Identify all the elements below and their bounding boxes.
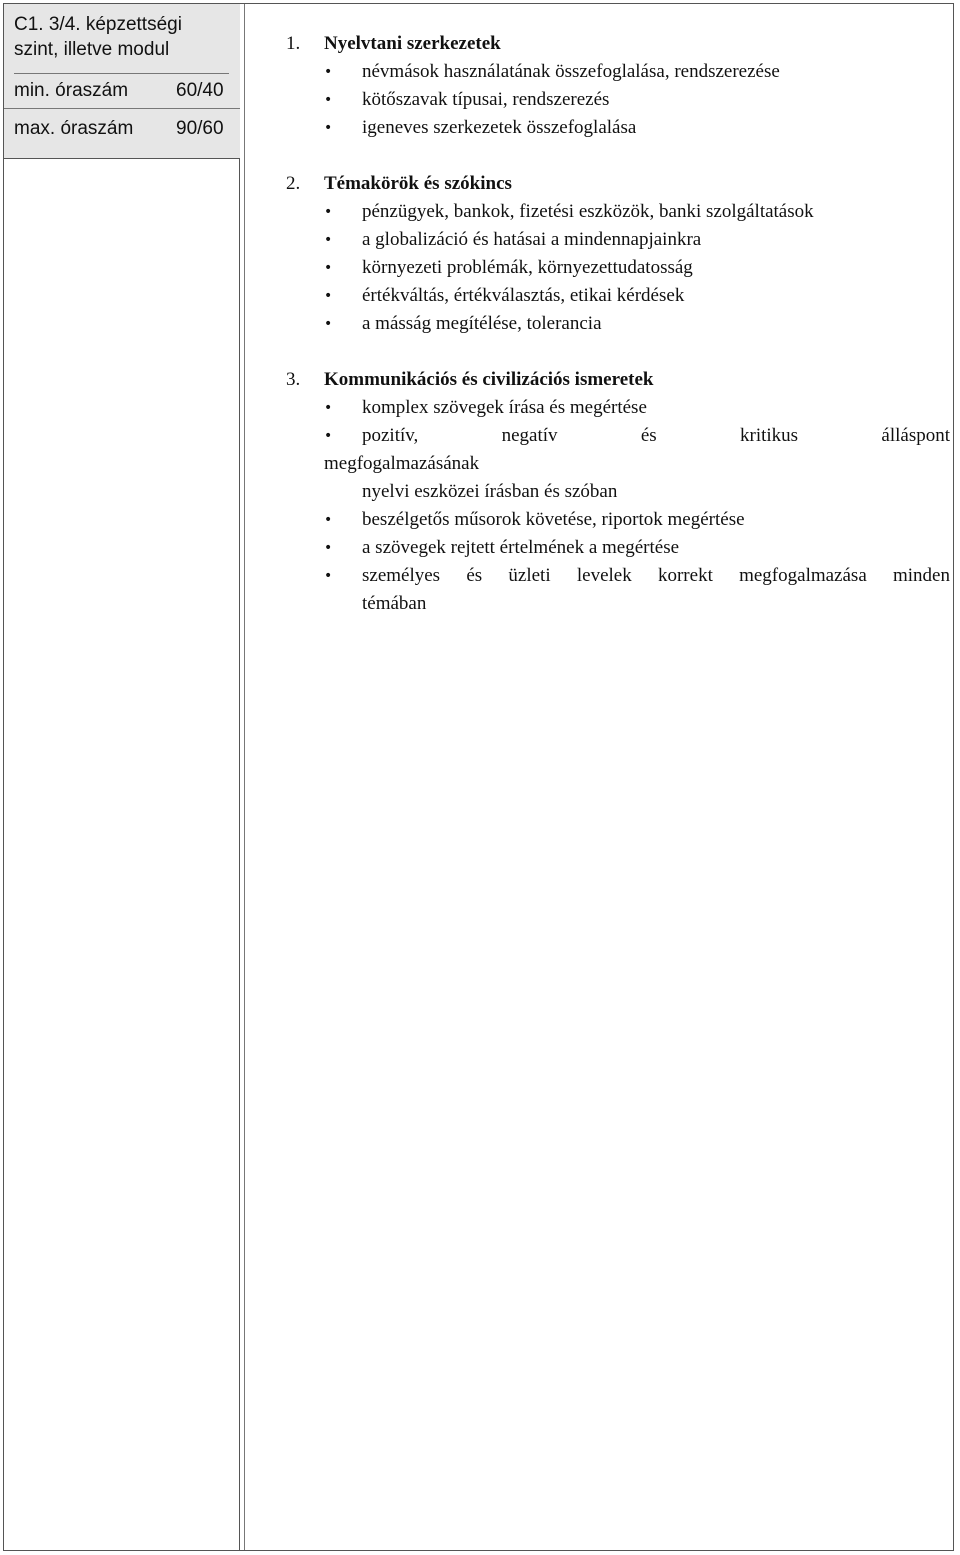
list-item-continuation: témában <box>362 593 427 614</box>
min-hours-value: 60/40 <box>176 80 224 101</box>
list-item: • a globalizáció és hatásai a mindennapjainkra <box>286 226 950 254</box>
list-item: • pénzügyek, bankok, fizetési eszközök, banki szolgáltatások <box>286 198 950 226</box>
list-item: • értékváltás, értékválasztás, etikai kérdések <box>286 282 950 310</box>
list-item: • pozitív, negatív és kritikus álláspont <box>286 422 950 450</box>
list-item: • beszélgetős műsorok követése, riportok megértése <box>286 506 950 534</box>
item-list <box>286 198 950 338</box>
module-title: C1. 3/4. képzettségi szint, illetve modul <box>14 12 229 74</box>
list-item: • igeneves szerkezetek összefoglalása <box>286 114 950 142</box>
section-number: 1. <box>286 33 301 54</box>
list-item-continuation: nyelvi eszközei írásban és szóban <box>362 481 618 502</box>
list-item: • névmások használatának összefoglalása, rendszerezése <box>286 58 950 86</box>
section-topics <box>286 170 950 338</box>
left-column <box>4 4 240 1550</box>
section-title: Kommunikációs és civilizációs ismeretek <box>324 369 654 390</box>
item-list <box>286 58 950 142</box>
column-divider <box>244 4 245 1550</box>
max-hours-row <box>4 108 240 146</box>
section-grammar <box>286 30 950 142</box>
list-item: • személyes és üzleti levelek korrekt megfogalmazása minden <box>286 562 950 590</box>
section-heading <box>286 366 950 394</box>
section-number: 3. <box>286 369 301 390</box>
section-number: 2. <box>286 173 301 194</box>
list-item: • környezeti problémák, környezettudatosság <box>286 254 950 282</box>
content-column <box>286 30 950 646</box>
list-item-continuation: megfogalmazásának <box>324 453 480 474</box>
min-hours-row <box>4 70 240 109</box>
list-item: • a szövegek rejtett értelmének a megértése <box>286 534 950 562</box>
max-hours-label: max. óraszám <box>14 118 134 139</box>
list-item: • komplex szövegek írása és megértése <box>286 394 950 422</box>
section-title: Nyelvtani szerkezetek <box>324 33 501 54</box>
section-title: Témakörök és szókincs <box>324 173 512 194</box>
section-heading <box>286 30 950 58</box>
max-hours-value: 90/60 <box>176 118 224 139</box>
section-heading <box>286 170 950 198</box>
item-list <box>286 394 950 618</box>
min-hours-label: min. óraszám <box>14 80 129 101</box>
section-communication <box>286 366 950 618</box>
module-info <box>4 4 240 159</box>
list-item: • kötőszavak típusai, rendszerezés <box>286 86 950 114</box>
list-item: • a másság megítélése, tolerancia <box>286 310 950 338</box>
